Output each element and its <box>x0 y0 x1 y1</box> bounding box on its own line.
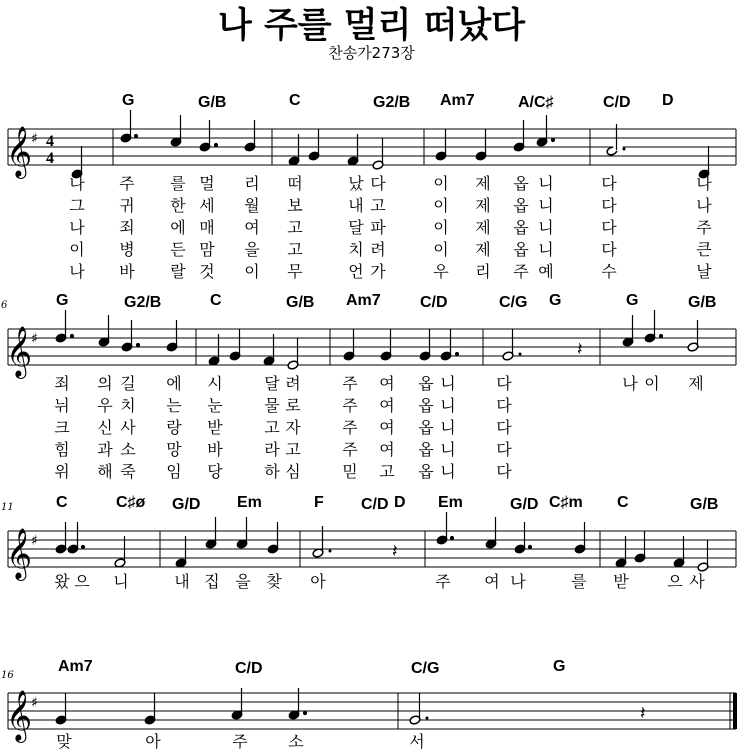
lyric-syllable: 에 <box>166 374 182 393</box>
measure-number: 16 <box>1 670 14 681</box>
lyric-syllable: 왔 <box>54 572 70 591</box>
lyric-syllable: 내 <box>348 196 364 215</box>
lyric-syllable: 주 <box>119 174 135 193</box>
lyric-syllable: 여 <box>379 374 395 393</box>
chord: C/D <box>603 94 631 111</box>
lyric-syllable: 소 <box>120 440 136 459</box>
lyric-syllable: 눈 <box>207 396 223 415</box>
lyric-syllable: 다 <box>496 374 512 393</box>
lyric-syllable: 나 <box>696 174 712 193</box>
chord: C/D <box>420 294 448 311</box>
lyric-syllable: 이 <box>644 374 660 393</box>
lyric-syllable: 나 <box>69 174 85 193</box>
lyric-syllable: 려 <box>370 240 386 259</box>
quarter-rest-icon: 𝄽 <box>392 541 398 562</box>
lyric-syllable: 랄 <box>170 262 186 281</box>
lyric-syllable: 다 <box>601 196 617 215</box>
quarter-rest-icon: 𝄽 <box>640 703 646 724</box>
chord: Em <box>237 494 262 511</box>
lyric-verse-1 <box>0 569 743 589</box>
sharp-icon: ♯ <box>31 533 38 549</box>
lyric-syllable: 떠 <box>287 174 303 193</box>
lyric-syllable: 고 <box>287 218 303 237</box>
lyric-syllable: 나 <box>69 262 85 281</box>
lyric-syllable: 파 <box>370 218 386 237</box>
lyric-syllable: 니 <box>440 440 456 459</box>
final-barline <box>733 693 737 729</box>
lyric-syllable: 리 <box>475 262 491 281</box>
lyric-verse-2 <box>0 193 743 213</box>
lyric-syllable: 임 <box>166 462 182 481</box>
lyric-syllable: 내 <box>174 572 190 591</box>
chord: G <box>122 92 135 109</box>
lyric-syllable: 옵 <box>513 196 529 215</box>
chord: G/B <box>286 294 315 311</box>
lyric-syllable: 니 <box>538 240 554 259</box>
lyric-syllable: 랑 <box>166 418 182 437</box>
lyric-syllable: 믿 <box>342 462 358 481</box>
lyric-verse-5 <box>0 459 743 479</box>
chord: G/D <box>172 496 201 513</box>
chord: G/B <box>688 294 717 311</box>
chord: C♯m <box>549 494 583 511</box>
system-1 <box>0 85 743 285</box>
lyric-syllable: 힘 <box>54 440 70 459</box>
lyric-syllable: 보 <box>287 196 303 215</box>
lyric-syllable: 우 <box>97 396 113 415</box>
chord: C♯ø <box>116 494 146 511</box>
lyric-syllable: 하 <box>264 462 280 481</box>
lyric-syllable: 이 <box>433 240 449 259</box>
lyric-syllable: 그 <box>69 196 85 215</box>
lyric-syllable: 사 <box>689 572 705 591</box>
hymn-number: 찬송가273장 <box>328 44 415 62</box>
lyric-syllable: 죄 <box>54 374 70 393</box>
lyric-syllable: 다 <box>601 174 617 193</box>
sharp-icon: ♯ <box>31 695 38 711</box>
song-title: 나 주를 멀리 떠났다 <box>217 6 526 46</box>
lyric-syllable: 달 <box>264 374 280 393</box>
lyric-syllable: 다 <box>496 396 512 415</box>
lyric-syllable: 니 <box>538 174 554 193</box>
lyric-syllable: 크 <box>54 418 70 437</box>
chord: G/D <box>510 496 539 513</box>
lyric-syllable: 무 <box>287 262 303 281</box>
lyric-syllable: 큰 <box>696 240 712 259</box>
treble-clef-icon: 𝄞 <box>6 126 33 177</box>
lyric-syllable: 니 <box>440 374 456 393</box>
lyric-syllable: 옵 <box>418 462 434 481</box>
lyric-syllable: 제 <box>688 374 704 393</box>
lyric-syllable: 바 <box>207 440 223 459</box>
lyric-syllable: 맘 <box>199 240 215 259</box>
lyric-syllable: 뉘 <box>54 396 70 415</box>
sharp-icon: ♯ <box>31 131 38 147</box>
lyric-syllable: 니 <box>113 572 129 591</box>
lyric-syllable: 치 <box>348 240 364 259</box>
chord: C <box>210 292 222 309</box>
lyric-syllable: 나 <box>622 374 638 393</box>
lyric-syllable: 여 <box>484 572 500 591</box>
lyric-syllable: 수 <box>601 262 617 281</box>
chord: C/D <box>361 496 389 513</box>
chord: Am7 <box>58 658 93 675</box>
chord: G <box>549 292 562 309</box>
lyric-syllable: 제 <box>475 174 491 193</box>
lyric-syllable: 받 <box>207 418 223 437</box>
sharp-icon: ♯ <box>31 331 38 347</box>
lyric-syllable: 고 <box>287 240 303 259</box>
lyric-verse-3 <box>0 215 743 235</box>
treble-clef-icon: 𝄞 <box>6 528 33 579</box>
lyric-syllable: 달 <box>348 218 364 237</box>
lyric-syllable: 아 <box>310 572 326 591</box>
lyric-syllable: 제 <box>475 218 491 237</box>
measure-number: 11 <box>1 502 14 513</box>
lyric-verse-4 <box>0 437 743 457</box>
chord: C <box>56 494 68 511</box>
chord: G <box>56 292 69 309</box>
lyric-syllable: 고 <box>370 196 386 215</box>
lyric-syllable: 나 <box>696 196 712 215</box>
chord: D <box>662 92 674 109</box>
lyric-syllable: 여 <box>379 418 395 437</box>
lyric-syllable: 여 <box>379 396 395 415</box>
lyric-syllable: 사 <box>120 418 136 437</box>
lyric-syllable: 시 <box>207 374 223 393</box>
lyric-syllable: 주 <box>513 262 529 281</box>
lyric-syllable: 주 <box>342 440 358 459</box>
lyric-verse-1 <box>0 171 743 191</box>
chord: G/B <box>690 496 719 513</box>
lyric-syllable: 치 <box>120 396 136 415</box>
chord: G <box>626 292 639 309</box>
lyric-syllable: 고 <box>285 440 301 459</box>
lyric-syllable: 를 <box>170 174 186 193</box>
lyric-syllable: 옵 <box>513 240 529 259</box>
chord: Em <box>438 494 463 511</box>
lyric-syllable: 죄 <box>119 218 135 237</box>
chord: D <box>394 494 406 511</box>
chord: C/G <box>499 294 528 311</box>
lyric-syllable: 다 <box>496 418 512 437</box>
lyric-syllable: 의 <box>97 374 113 393</box>
lyric-syllable: 주 <box>232 732 248 751</box>
lyric-syllable: 를 <box>571 572 587 591</box>
lyric-syllable: 나 <box>69 218 85 237</box>
lyric-syllable: 다 <box>496 440 512 459</box>
lyric-verse-5 <box>0 259 743 279</box>
lyric-syllable: 로 <box>285 396 301 415</box>
lyric-syllable: 물 <box>264 396 280 415</box>
chord: C/G <box>411 660 440 677</box>
lyric-syllable: 바 <box>119 262 135 281</box>
chord: C/D <box>235 660 263 677</box>
lyric-syllable: 찾 <box>266 572 282 591</box>
lyric-syllable: 자 <box>285 418 301 437</box>
lyric-syllable: 옵 <box>418 374 434 393</box>
lyric-syllable: 옵 <box>418 396 434 415</box>
lyric-syllable: 멀 <box>199 174 215 193</box>
chord: C <box>289 92 301 109</box>
lyric-syllable: 주 <box>342 396 358 415</box>
lyric-syllable: 이 <box>433 218 449 237</box>
lyric-syllable: 니 <box>440 396 456 415</box>
lyric-syllable: 고 <box>379 462 395 481</box>
lyric-syllable: 에 <box>170 218 186 237</box>
lyric-syllable: 망 <box>166 440 182 459</box>
lyric-syllable: 옵 <box>418 440 434 459</box>
lyric-syllable: 여 <box>244 218 260 237</box>
lyric-syllable: 당 <box>207 462 223 481</box>
lyric-syllable: 옵 <box>418 418 434 437</box>
lyric-syllable: 한 <box>170 196 186 215</box>
lyric-syllable: 소 <box>288 732 304 751</box>
lyric-syllable: 서 <box>409 732 425 751</box>
lyric-syllable: 주 <box>342 374 358 393</box>
lyric-syllable: 과 <box>97 440 113 459</box>
lyric-syllable: 위 <box>54 462 70 481</box>
lyric-syllable: 언 <box>348 262 364 281</box>
lyric-syllable: 받 <box>613 572 629 591</box>
lyric-syllable: 주 <box>342 418 358 437</box>
lyric-syllable: 는 <box>166 396 182 415</box>
chord: G/B <box>198 94 227 111</box>
lyric-syllable: 다 <box>370 174 386 193</box>
system-4 <box>0 655 743 754</box>
lyric-verse-3 <box>0 415 743 435</box>
lyric-syllable: 다 <box>496 462 512 481</box>
lyric-syllable: 집 <box>204 572 220 591</box>
chord: Am7 <box>440 92 475 109</box>
lyric-syllable: 려 <box>285 374 301 393</box>
chord: G2/B <box>373 94 411 111</box>
lyric-verse-1 <box>0 729 743 749</box>
lyric-syllable: 것 <box>199 262 215 281</box>
chord: G <box>553 658 566 675</box>
lyric-syllable: 죽 <box>120 462 136 481</box>
treble-clef-icon: 𝄞 <box>6 690 33 741</box>
lyric-syllable: 을 <box>244 240 260 259</box>
svg-text:4: 4 <box>46 150 54 167</box>
lyric-syllable: 니 <box>538 218 554 237</box>
chord: Am7 <box>346 292 381 309</box>
lyric-syllable: 라 <box>264 440 280 459</box>
lyric-syllable: 제 <box>475 196 491 215</box>
lyric-syllable: 심 <box>285 462 301 481</box>
time-signature: 4 <box>46 133 54 150</box>
lyric-syllable: 주 <box>696 218 712 237</box>
lyric-syllable: 으 <box>667 572 683 591</box>
lyric-verse-2 <box>0 393 743 413</box>
lyric-syllable: 신 <box>97 418 113 437</box>
lyric-syllable: 니 <box>440 418 456 437</box>
lyric-syllable: 날 <box>696 262 712 281</box>
lyric-syllable: 세 <box>199 196 215 215</box>
lyric-syllable: 아 <box>145 732 161 751</box>
system-3 <box>0 487 743 607</box>
lyric-syllable: 이 <box>433 196 449 215</box>
lyric-syllable: 이 <box>433 174 449 193</box>
lyric-syllable: 매 <box>199 218 215 237</box>
lyric-syllable: 리 <box>244 174 260 193</box>
lyric-syllable: 다 <box>601 240 617 259</box>
lyric-syllable: 주 <box>435 572 451 591</box>
lyric-syllable: 여 <box>379 440 395 459</box>
lyric-syllable: 고 <box>264 418 280 437</box>
lyric-syllable: 병 <box>119 240 135 259</box>
lyric-syllable: 맞 <box>56 732 72 751</box>
chord: F <box>314 494 324 511</box>
lyric-syllable: 옵 <box>513 174 529 193</box>
lyric-syllable: 예 <box>538 262 554 281</box>
measure-number: 6 <box>1 300 8 311</box>
lyric-syllable: 우 <box>433 262 449 281</box>
lyric-syllable: 귀 <box>119 196 135 215</box>
chord: C <box>617 494 629 511</box>
lyric-syllable: 니 <box>538 196 554 215</box>
lyric-syllable: 다 <box>601 218 617 237</box>
lyric-syllable: 을 <box>235 572 251 591</box>
lyric-syllable: 제 <box>475 240 491 259</box>
lyric-syllable: 났 <box>348 174 364 193</box>
lyric-syllable: 월 <box>244 196 260 215</box>
lyric-verse-4 <box>0 237 743 257</box>
lyric-syllable: 옵 <box>513 218 529 237</box>
lyric-syllable: 가 <box>370 262 386 281</box>
lyric-syllable: 해 <box>97 462 113 481</box>
lyric-syllable: 이 <box>244 262 260 281</box>
treble-clef-icon: 𝄞 <box>6 326 33 377</box>
lyric-verse-1 <box>0 371 743 391</box>
lyric-syllable: 으 <box>74 572 90 591</box>
lyric-syllable: 길 <box>120 374 136 393</box>
chord: A/C♯ <box>518 94 554 111</box>
quarter-rest-icon: 𝄽 <box>577 339 583 360</box>
system-2 <box>0 285 743 485</box>
lyric-syllable: 나 <box>510 572 526 591</box>
lyric-syllable: 이 <box>69 240 85 259</box>
lyric-syllable: 니 <box>440 462 456 481</box>
lyric-syllable: 든 <box>170 240 186 259</box>
chord: G2/B <box>124 294 162 311</box>
